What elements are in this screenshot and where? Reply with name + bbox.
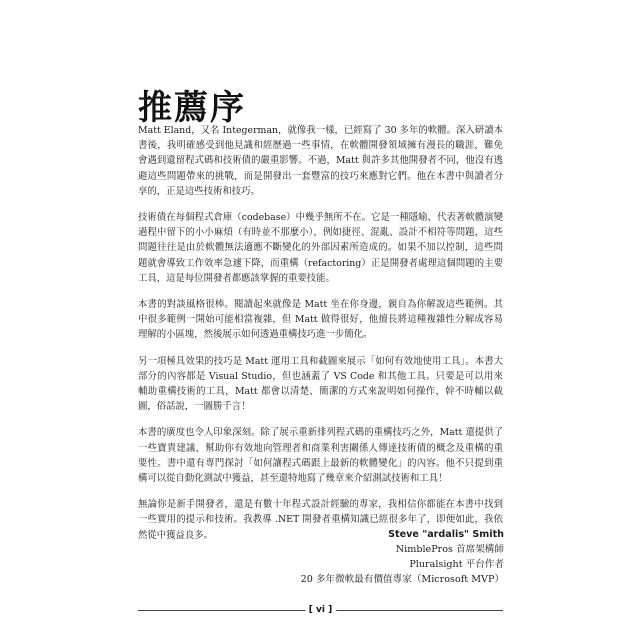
author-title-3: 20 多年微軟最有價值專家（Microsoft MVP） xyxy=(300,574,504,585)
paragraph-5: 本書的廣度也令人印象深刻。除了展示重新排列程式碼的重構技巧之外，Matt 還提供了一些寶貴建議，幫助你有效地向管理者和商業利害關係人傳達技術債的概念及重構的重要性。書中還有專門探討「如何讓程式碼跟上最新的軟體變化」的內容。他不只提到重構可以從自動化測試中獲益，甚至還特地寫了幾章來介紹測試技術和工具！ xyxy=(138,427,503,485)
author-title-1: NimblePros 首席架構師 xyxy=(395,544,504,555)
paragraph-6: 無論你是新手開發者，還是有數十年程式設計經驗的專家，我相信你都能在本書中找到一些實用的提示和技術。我教導 .NET 開發者重構知識已經很多年了，即便如此，我依然從中獲益良多。 xyxy=(138,499,503,541)
paragraph-3: 本書的對談風格很棒。閱讀起來就像是 Matt 坐在你身邊，親自為你解說這些範例。其中很多範例一開始可能相當複雜，但 Matt 做得很好，他擅長將這種複雜性分解成容易理解的小區塊，然後展示如何透過重構技巧進一步簡化。 xyxy=(138,299,503,341)
body-text xyxy=(138,123,503,554)
page-number: [ vi ] xyxy=(305,604,336,617)
signature-block xyxy=(301,527,504,587)
page-number-value: vi xyxy=(316,605,325,615)
paragraph-4: 另一項極具效果的技巧是 Matt 運用工具和截圖來展示「如何有效地使用工具」。本書大部分的內容都是 Visual Studio，但也涵蓋了 VS Code 和其他工具。只要是可以用來輔助重構技術的工具，Matt 都會以清楚、簡潔的方式來說明如何操作，幹不時輔以截圖，俗話說，一圖勝千言！ xyxy=(138,355,503,413)
author-name: Steve "ardalis" Smith xyxy=(388,529,504,540)
paragraph-1: Matt Eland，又名 Integerman，就像我一樣，已經寫了 30 多年的軟體。深入研讀本書後，我明確感受到他見識和經歷過一些事情，在軟體開發領域擁有漫長的職涯，難免會遇到遺留程式碼和技術債的嚴重影響。不過，Matt 與許多其他開發者不同，他沒有逃避這些問題帶來的挑戰，而是開發出一套豐富的技巧來應對它們。他在本書中與讀者分享的，正是這些技術和技巧。 xyxy=(138,125,503,197)
page-title: 推薦序 xyxy=(138,88,246,128)
author-title-2: Pluralsight 平台作者 xyxy=(409,559,504,570)
paragraph-2: 技術債在每個程式倉庫（codebase）中幾乎無所不在。它是一種隱喻，代表著軟體演變過程中留下的小小麻煩（有時並不那麼小），例如捷徑、混亂、設計不相符等問題，這些問題往往是由於軟體無法適應不斷變化的外部因素所造成的。如果不加以控制，這些問題就會導致工作效率急遽下降，而重構（refactoring）正是開發者處理這個問題的主要工具，這是每位開發者都應該掌握的重要技能。 xyxy=(138,212,503,284)
page-footer xyxy=(138,604,503,618)
